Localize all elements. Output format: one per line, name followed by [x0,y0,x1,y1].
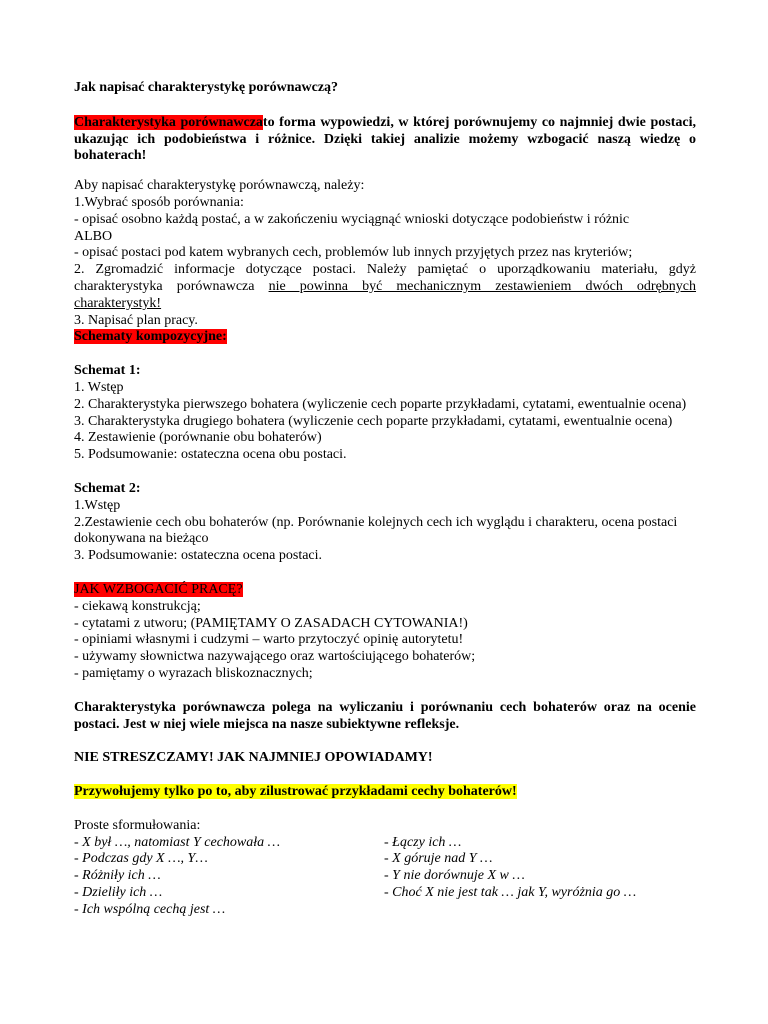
step-3: 3. Napisać plan pracy. [74,312,198,328]
schemat2-item: 1.Wstęp [74,497,121,513]
document-page [74,80,696,919]
wzbogacic-item: - cytatami z utworu; (PAMIĘTAMY O ZASADACH CYTOWANIA!) [74,615,468,631]
step-1a: - opisać osobno każdą postać, a w zakończeniu wyciągnąć wnioski dotyczące podobieństw i różnic [74,211,630,227]
wzbogacic-item: - opiniami własnymi i cudzymi – warto przytoczyć opinię autorytetu! [74,632,464,648]
schemat1-item: 3. Charakterystyka drugiego bohatera (wyliczenie cech poparte przykładami, cytatami, ewentualnie ocena) [74,413,673,429]
schemat2-item: 3. Podsumowanie: ostateczna ocena postaci. [74,548,323,564]
phrase-item: - Y nie dorównuje X w … [384,868,525,884]
step-albo: ALBO [74,228,113,244]
phrase-item: - Różniły ich … [74,868,161,884]
steps-lead: Aby napisać charakterystykę porównawczą, należy: [74,178,365,194]
phrases-columns [74,835,696,919]
phrase-item: - Podczas gdy X …, Y… [74,851,208,867]
wzbogacic-item: - pamiętamy o wyrazach bliskoznacznych; [74,665,313,681]
phrases-left-column [74,835,384,919]
wzbogacic-heading: JAK WZBOGACIĆ PRACĘ? [74,581,243,597]
phrase-item: - X był …, natomiast Y cechowała … [74,834,281,850]
phrase-item: - X góruje nad Y … [384,851,493,867]
warning-text: NIE STRESZCZAMY! JAK NAJMNIEJ OPOWIADAMY! [74,750,433,766]
step-1b: - opisać postaci pod katem wybranych cech, problemów lub innych przyjętych przez nas kryteriów; [74,245,633,261]
phrases-heading: Proste sformułowania: [74,817,201,833]
summary-paragraph: Charakterystyka porównawcza polega na wyliczaniu i porównaniu cech bohaterów oraz na ocenie postaci. Jest w niej wiele miejsca na nasze subiektywne refleksje. [74,699,696,732]
step-2-underline: nie powinna być mechanicznym zestawieniem dwóch odrębnych charakterystyk! [74,278,697,311]
phrases-right-column [384,835,696,919]
schemat2-heading: Schemat 2: [74,480,141,496]
intro-highlight: Charakterystyka porównawcza [74,114,263,130]
schematy-heading: Schematy kompozycyjne: [74,329,227,345]
intro-text: to forma wypowiedzi, w której porównujemy co najmniej dwie postaci, ukazując ich podobieństwa i różnice. Dzięki takiej analizie możemy wzbogacić naszą wiedzę o bohaterach! [74,114,696,164]
phrase-item: - Choć X nie jest tak … jak Y, wyróżnia go … [384,885,637,901]
schemat1-item: 1. Wstęp [74,379,124,395]
schemat1-item: 2. Charakterystyka pierwszego bohatera (wyliczenie cech poparte przykładami, cytatami, ewentualnie ocena) [74,396,687,412]
schemat1-heading: Schemat 1: [74,363,141,379]
schemat1-item: 4. Zestawienie (porównanie obu bohaterów) [74,430,322,446]
document-title: Jak napisać charakterystykę porównawczą? [74,80,339,95]
phrase-item: - Łączy ich … [384,834,462,850]
wzbogacic-item: - używamy słownictwa nazywającego oraz wartościującego bohaterów; [74,649,476,665]
wzbogacic-item: - ciekawą konstrukcją; [74,598,201,614]
schemat2-item: 2.Zestawienie cech obu bohaterów (np. Porównanie kolejnych cech ich wyglądu i charakteru, ocena postaci dokonywana na bieżąco [74,514,678,547]
phrase-item: - Ich wspólną cechą jest … [74,901,226,917]
step-2 [74,262,696,312]
step-1: 1.Wybrać sposób porównania: [74,194,244,210]
step-2-text: 2. Zgromadzić informacje dotyczące postaci. Należy pamiętać o uporządkowaniu materiału, gdyż charakterystyka porównawcza [74,262,696,294]
schemat1-item: 5. Podsumowanie: ostateczna ocena obu postaci. [74,447,347,463]
phrase-item: - Dzieliły ich … [74,885,163,901]
yellow-note: Przywołujemy tylko po to, aby zilustrować przykładami cechy bohaterów! [74,784,517,800]
intro-paragraph [74,115,696,165]
